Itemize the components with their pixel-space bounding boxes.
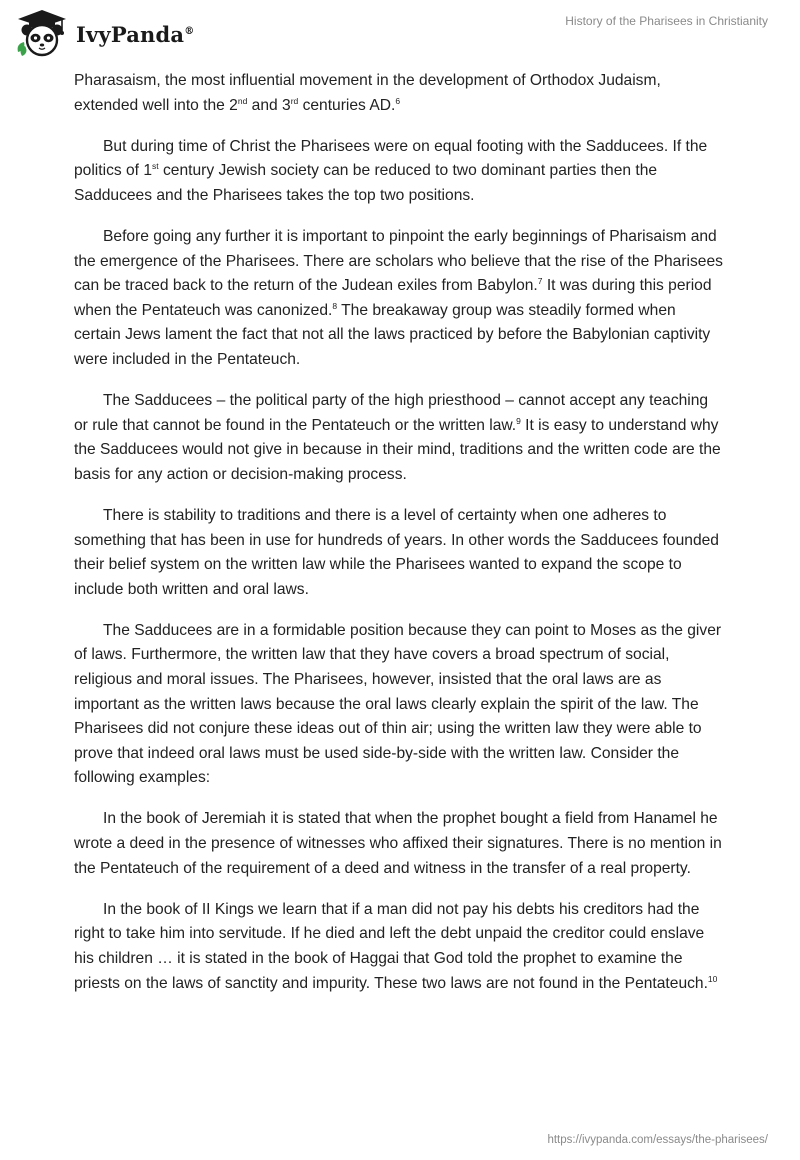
paragraph-7 <box>74 807 726 881</box>
paragraph-text: centuries AD. <box>298 96 396 114</box>
brand-name-text: IvyPanda <box>76 21 185 47</box>
paragraph-text: and 3 <box>247 96 291 114</box>
paragraph-text: The Sadducees – the political party of the high priesthood – cannot accept any teaching or rule that cannot be found in the Pentateuch or the written law. <box>74 392 709 434</box>
page-header <box>0 0 800 70</box>
paragraph-text: Pharasaism, the most influential movement in the development of Orthodox Judaism, extended well into the 2 <box>74 72 661 114</box>
registered-mark: ® <box>184 25 195 37</box>
paragraph-2 <box>74 135 726 209</box>
footnote-ref: 10 <box>707 973 718 984</box>
paragraph-4 <box>74 389 726 487</box>
ordinal-superscript: nd <box>237 95 248 106</box>
ordinal-superscript: rd <box>290 95 299 106</box>
footnote-ref: 8 <box>332 300 338 311</box>
paragraph-text: But during time of Christ the Pharisees were on equal footing with the Sadducees. If the politics of 1 <box>74 137 708 180</box>
footnote-ref: 6 <box>395 95 401 106</box>
paragraph-text: The Sadducees are in a formidable position because they can point to Moses as the giver of laws. Furthermore, the written law that they have covers a broad spectrum of social, religious and moral issues. The Pharisees, however, insisted that the oral laws are as important as the written laws because the oral laws clearly explain the spirit of the law. The Pharisees did not conjure these ideas out of thin air; using the written law they were able to prove that indeed oral laws must be used side-by-side with the written law. Consider the following examples: <box>74 621 722 787</box>
footnote-ref: 9 <box>516 415 521 426</box>
paragraph-8 <box>74 898 726 996</box>
document-title: History of the Pharisees in Christianity <box>565 14 768 28</box>
footnote-ref: 7 <box>537 275 543 286</box>
paragraph-1 <box>74 69 726 118</box>
paragraph-text: In the book of II Kings we learn that if a man did not pay his debts his creditors had the right to take him into servitude. If he died and left the debt unpaid the creditor could enslave his children … it is stated in the book of Haggai that God told the prophet to examine the priests on the laws of sanctity and impurity. These two laws are not found in the Pentateuch. <box>74 900 708 992</box>
ordinal-superscript: st <box>152 161 159 172</box>
brand-logo[interactable] <box>14 8 194 60</box>
paragraph-5 <box>74 504 726 602</box>
paragraph-text: In the book of Jeremiah it is stated that when the prophet bought a field from Hanamel he wrote a deed in the presence of witnesses who affixed their signatures. There is no mention in the Pentateuch of the requirement of a deed and witness in the transfer of a real property. <box>74 810 722 877</box>
paragraph-3 <box>74 225 726 373</box>
paragraph-text: It is easy to understand why the Sadducees would not give in because in their mind, traditions and the written code are the basis for any action or decision-making process. <box>74 416 721 483</box>
paragraph-text: The breakaway group was steadily formed when certain Jews lament the fact that not all the laws practiced by before the Babylonian captivity were included in the Pentateuch. <box>74 301 711 368</box>
paragraph-text: Before going any further it is important to pinpoint the early beginnings of Pharisaism and the emergence of the Pharisees. There are scholars who believe that the rise of the Pharisees can be traced back to the return of the Judean exiles from Babylon. <box>74 227 723 295</box>
paragraph-6 <box>74 619 726 791</box>
essay-body <box>74 69 726 1013</box>
source-url-link[interactable]: https://ivypanda.com/essays/the-pharisees/ <box>547 1134 768 1146</box>
paragraph-text: There is stability to traditions and there is a level of certainty when one adheres to something that has been in use for hundreds of years. In other words the Sadducees founded their belief system on the written law while the Pharisees wanted to expand the scope to include both written and oral laws. <box>74 506 719 598</box>
paragraph-text: century Jewish society can be reduced to two dominant parties then the Sadducees and the Pharisees takes the top two positions. <box>74 162 658 204</box>
brand-name <box>76 22 194 47</box>
paragraph-text: It was during this period when the Pentateuch was canonized. <box>74 277 712 319</box>
panda-logo-icon <box>14 8 70 60</box>
